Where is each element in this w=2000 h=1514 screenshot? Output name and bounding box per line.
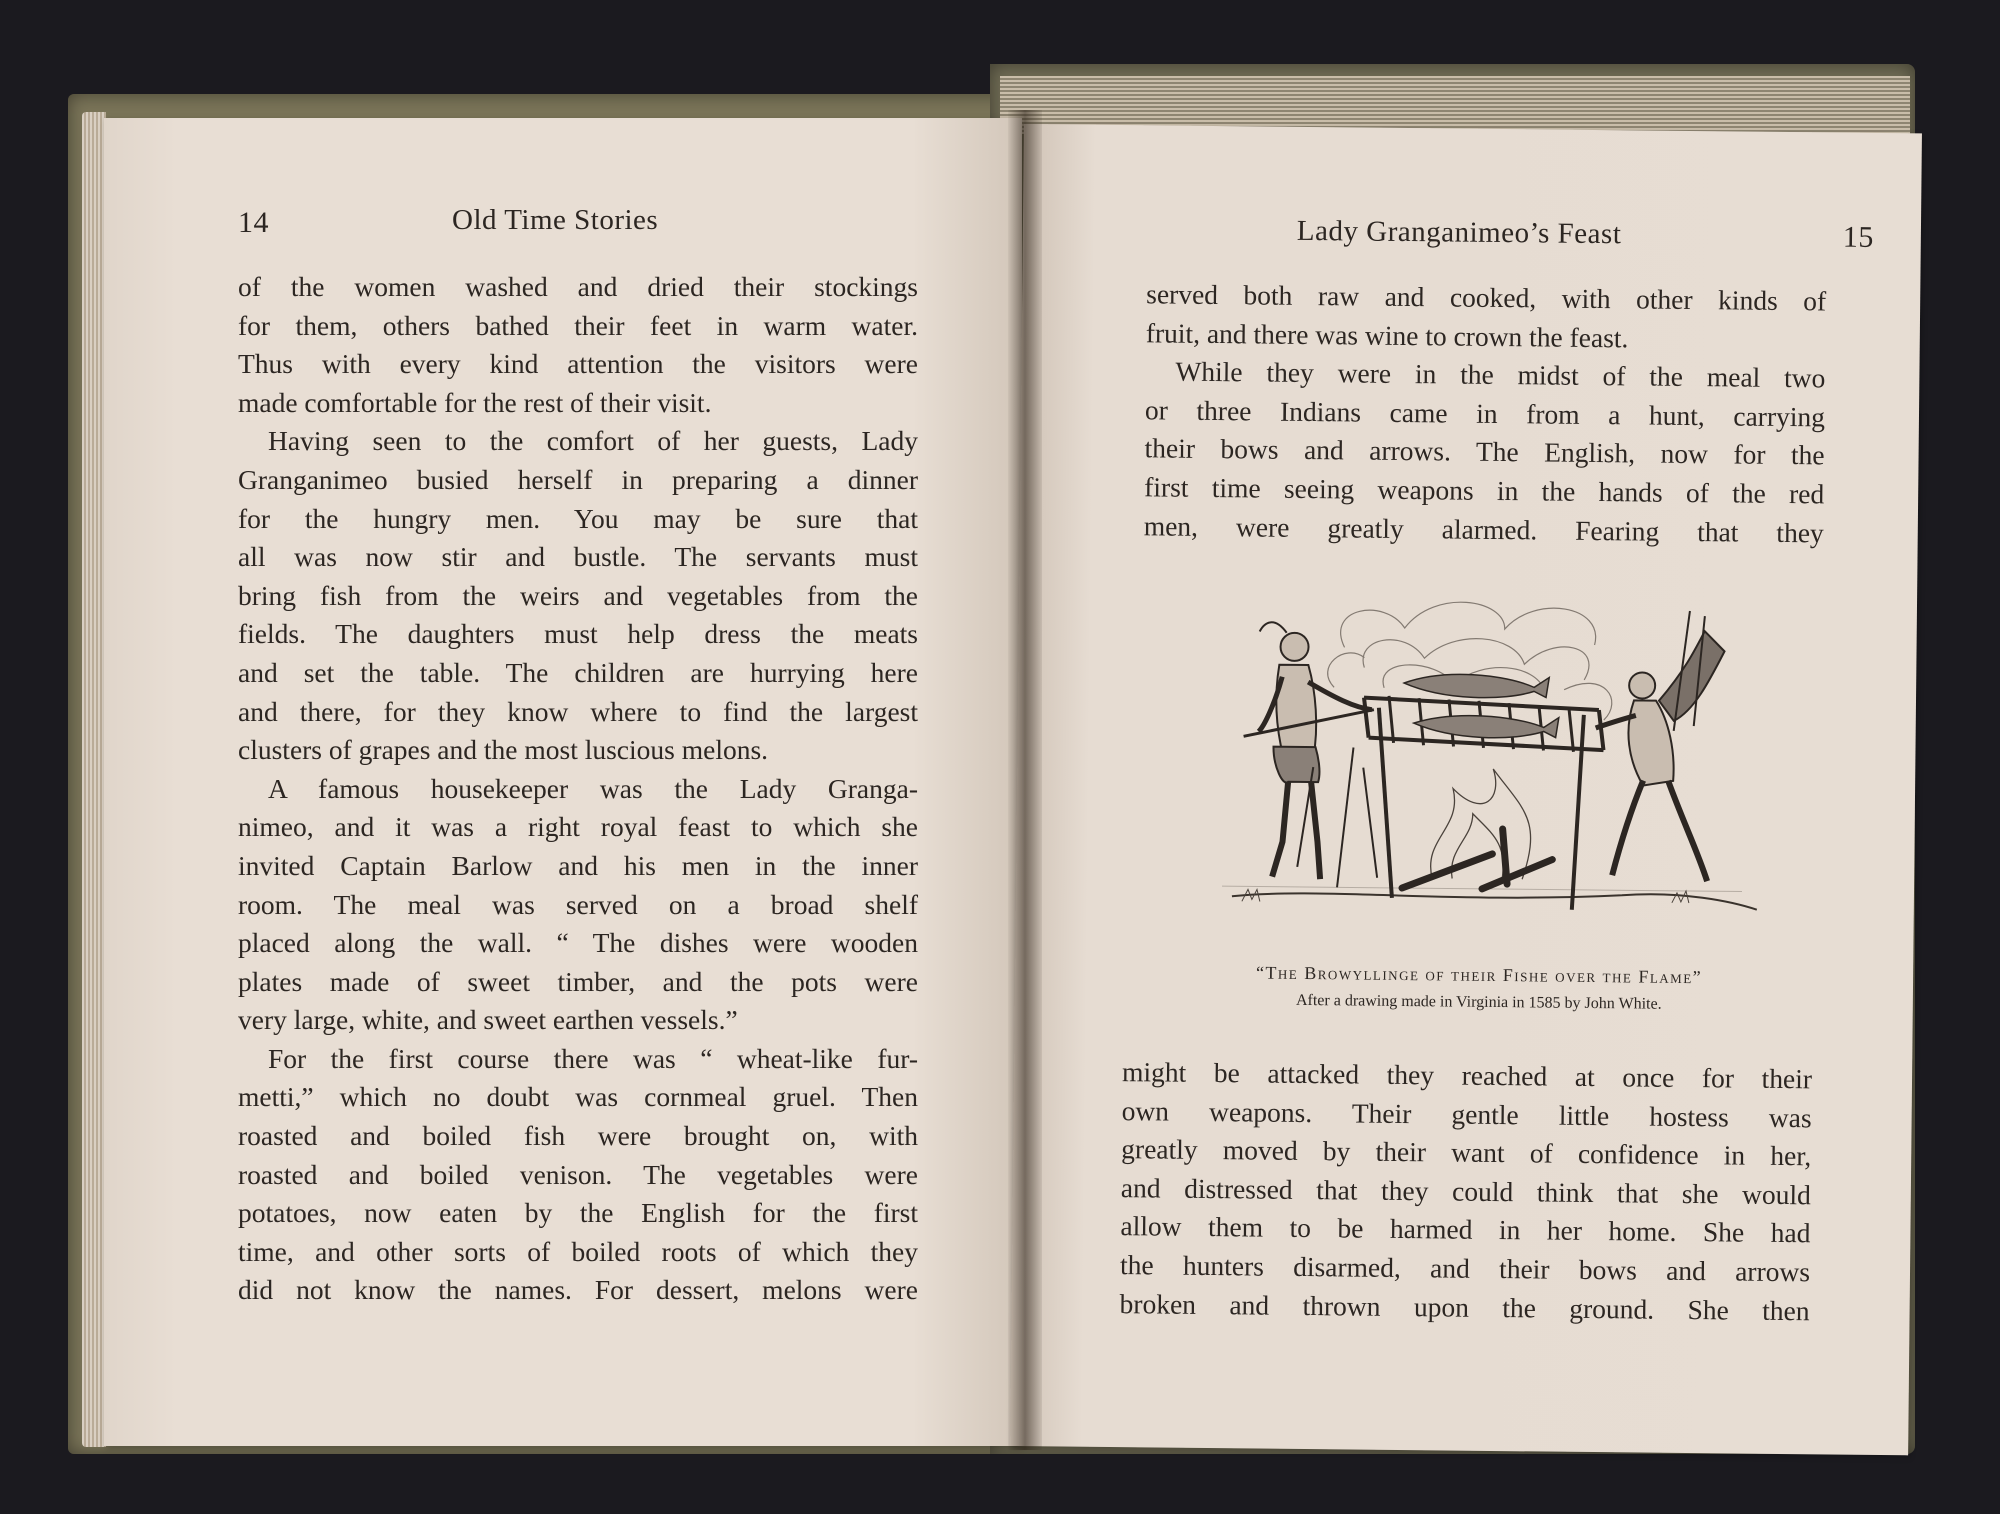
text-line: and distressed that they could think that she would [1120, 1171, 1811, 1211]
figure-caption [1139, 957, 1820, 1020]
text-line: roasted and boiled fish were brought on, with [238, 1120, 918, 1152]
text-line: all was now stir and bustle. The servants must [238, 541, 918, 573]
text-line: might be attacked they reached at once for their [1121, 1056, 1813, 1095]
text-line: made comfortable for the rest of their visit. [238, 386, 712, 418]
text-line: placed along the wall. “ The dishes were wooden [238, 927, 918, 959]
running-head: Old Time Stories [452, 204, 659, 236]
text-line: Thus with every kind attention the visitors were [238, 348, 918, 380]
engraving-illustration [1202, 586, 1766, 942]
page-number: 14 [238, 206, 269, 239]
text-line: For the first course there was “ wheat-like fur- [268, 1042, 918, 1074]
book-gutter [1008, 110, 1042, 1450]
text-line: the hunters disarmed, and their bows and arrows [1119, 1249, 1811, 1288]
body-text-bottom [1119, 1053, 1812, 1330]
text-line: bring fish from the weirs and vegetables from the [238, 579, 918, 611]
text-line: or three Indians came in from a hunt, carrying [1144, 394, 1826, 433]
text-line: nimeo, and it was a right royal feast to which she [238, 811, 918, 843]
text-line: for them, others bathed their feet in warm water. [238, 309, 918, 341]
page-number: 15 [1842, 220, 1875, 254]
text-line: first time seeing weapons in the hands of the red [1144, 471, 1825, 510]
text-line: for the hungry men. You may be sure that [238, 502, 918, 534]
text-line: room. The meal was served on a broad shelf [238, 888, 918, 920]
text-line: own weapons. Their gentle little hostess was [1121, 1094, 1812, 1133]
text-line: greatly moved by their want of confidence in her, [1121, 1133, 1812, 1172]
text-line: clusters of grapes and the most luscious melons. [238, 734, 769, 766]
text-line: time, and other sorts of boiled roots of which they [238, 1235, 918, 1267]
text-line: of the women washed and dried their stockings [238, 271, 918, 302]
text-line: Having seen to the comfort of her guests, Lady [268, 425, 918, 457]
text-line: fruit, and there was wine to crown the feast. [1145, 316, 1629, 353]
right-page [1010, 124, 1922, 1455]
page-edges-left [82, 112, 106, 1447]
text-line: and there, for they know where to find the largest [238, 695, 918, 727]
text-line: A famous housekeeper was the Lady Granga- [268, 772, 918, 804]
text-line: allow them to be harmed in her home. She had [1120, 1210, 1811, 1249]
text-line: Granganimeo busied herself in preparing a dinner [238, 463, 918, 495]
text-line: fields. The daughters must help dress the meats [238, 618, 918, 650]
text-line: roasted and boiled venison. The vegetables were [238, 1158, 918, 1190]
running-head: Lady Granganimeo’s Feast [1296, 214, 1622, 251]
text-line: did not know the names. For dessert, melons were [238, 1274, 918, 1306]
text-line: their bows and arrows. The English, now for the [1144, 432, 1825, 471]
caption-title: “The Browyllinge of their Fishe over the Flame” [1255, 962, 1703, 988]
text-line: and set the table. The children are hurrying here [238, 656, 918, 688]
text-line: invited Captain Barlow and his men in the inner [238, 849, 918, 881]
text-line: very large, white, and sweet earthen vessels.” [238, 1004, 738, 1036]
body-text [238, 268, 918, 1310]
text-line: metti,” which no doubt was cornmeal gruel. Then [238, 1081, 918, 1113]
text-line: served both raw and cooked, with other kinds of [1146, 278, 1827, 317]
body-text-top [1144, 275, 1827, 552]
left-page [104, 118, 1022, 1446]
text-line: broken and thrown upon the ground. She then [1119, 1287, 1810, 1326]
text-line: potatoes, now eaten by the English for the first [238, 1197, 918, 1229]
caption-credit: After a drawing made in Virginia in 1585 by John White. [1295, 991, 1662, 1013]
text-line: plates made of sweet timber, and the pots were [238, 965, 918, 997]
text-line: While they were in the midst of the meal two [1175, 355, 1826, 394]
text-line: men, were greatly alarmed. Fearing that they [1143, 509, 1824, 548]
